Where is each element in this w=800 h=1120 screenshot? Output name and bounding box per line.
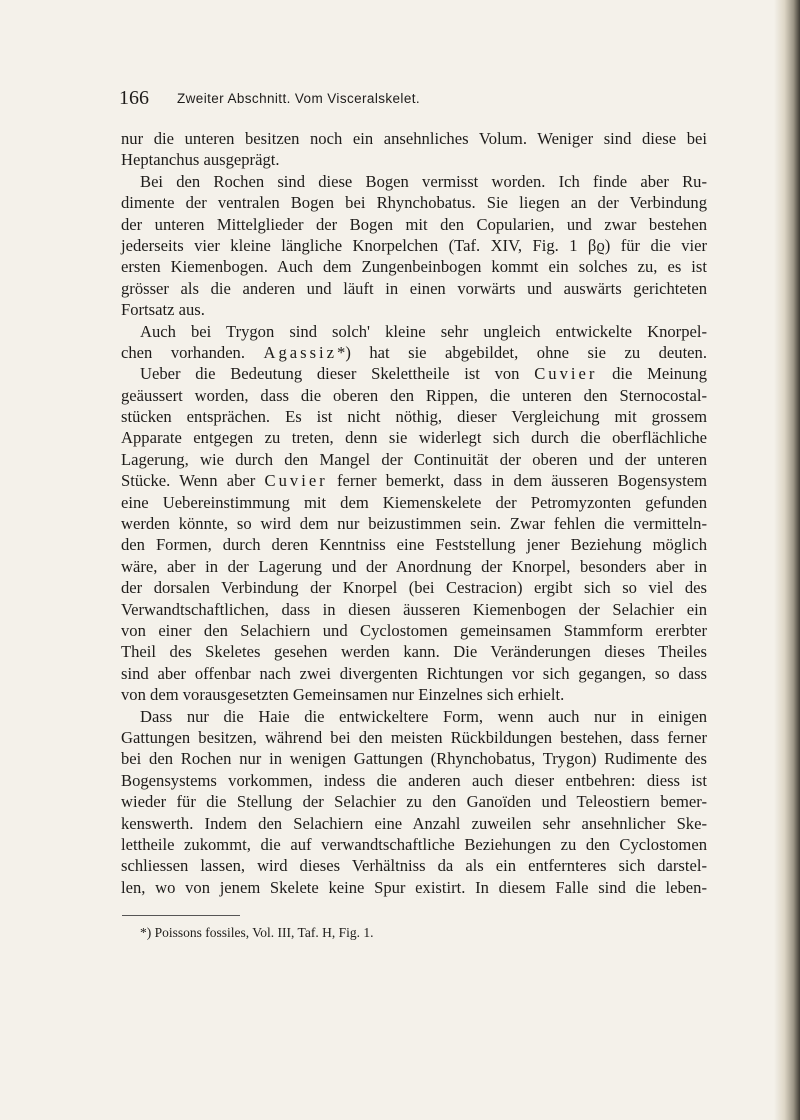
text-line: len, wo von jenem Skelete keine Spur existirt. In diesem Falle sind die leben- — [121, 877, 707, 897]
text-line: bei den Rochen nur in wenigen Gattungen (Rhynchobatus, Trygon) Rudimente des — [121, 749, 707, 769]
text-line: Bogensystems vorkommen, indess die anderen auch dieser entbehren: diess ist — [121, 770, 707, 790]
author-name: Agassiz — [263, 342, 338, 362]
text-line: geäussert worden, dass die oberen den Rippen, die unteren den Sternocostal- — [121, 385, 707, 405]
text-line: stücken entsprächen. Es ist nicht nöthig, dieser Vergleichung mit grossem — [121, 407, 707, 427]
text-line: dimente der ventralen Bogen bei Rhynchobatus. Sie liegen an der Verbindung — [121, 193, 707, 213]
text-line — [121, 363, 707, 384]
text-line: grösser als die anderen und läuft in einen vorwärts und auswärts gerichteten — [121, 278, 707, 298]
text-line: von dem vorausgesetzten Gemeinsamen nur Einzelnes sich erhielt. — [121, 685, 565, 705]
footnote-rule — [122, 915, 240, 916]
text-line: Verwandtschaftlichen, dass in diesen äusseren Kiemenbogen der Selachier ein — [121, 599, 707, 619]
text-line: Apparate entgegen zu treten, denn sie widerlegt sich durch die oberflächliche — [121, 428, 707, 448]
text-fragment: chen vorhanden. — [121, 342, 245, 362]
text-line: jederseits vier kleine längliche Knorpelchen (Taf. XIV, Fig. 1 βϱ) für die vier — [121, 235, 707, 255]
text-line: wäre, aber in der Lagerung und der Anordnung der Knorpel, besonders aber in — [121, 556, 707, 576]
text-fragment: Stücke. Wenn aber — [121, 471, 256, 491]
text-line: der dorsalen Verbindung der Knorpel (bei Cestracion) ergibt sich so viel des — [121, 578, 707, 598]
page-header — [119, 87, 709, 117]
page-number: 166 — [119, 87, 149, 109]
text-line: nur die unteren besitzen noch ein ansehnliches Volum. Weniger sind diese bei — [121, 129, 707, 148]
text-line: schliessen lassen, wird dieses Verhältniss da als ein entfernteres sich darstel- — [121, 856, 707, 876]
footnote: *) Poissons fossiles, Vol. III, Taf. H, Fig. 1. — [140, 925, 374, 940]
text-line — [121, 470, 707, 491]
text-line: wieder für die Stellung der Selachier zu den Ganoïden und Teleostiern bemer- — [121, 792, 707, 812]
text-line: der unteren Mittelglieder der Bogen mit den Copularien, und zwar bestehen — [121, 214, 707, 234]
text-line — [121, 342, 707, 363]
text-line: Dass nur die Haie die entwickeltere Form, wenn auch nur in einigen — [140, 706, 707, 726]
text-line: von einer den Selachiern und Cyclostomen gemeinsamen Stammform ererbter — [121, 620, 707, 640]
author-name: Cuvier — [534, 364, 598, 384]
text-line: Lagerung, wie durch den Mangel der Continuität der oberen und der unteren — [121, 449, 707, 469]
text-fragment: die Meinung — [612, 364, 707, 384]
running-title: Zweiter Abschnitt. Vom Visceralskelet. — [177, 91, 421, 106]
page-edge-shadow — [774, 0, 800, 1120]
author-name: Cuvier — [264, 471, 328, 491]
text-line: ersten Kiemenbogen. Auch dem Zungenbeinbogen kommt ein solches zu, es ist — [121, 257, 707, 277]
text-line: Fortsatz aus. — [121, 300, 205, 320]
text-line: werden könnte, so wird dem nur beizustimmen sein. Zwar fehlen die vermitteln- — [121, 514, 707, 534]
text-line: lettheile zukommt, die auf verwandtschaftliche Beziehungen zu den Cyclostomen — [121, 834, 707, 854]
text-fragment: Ueber die Bedeutung dieser Skelettheile ist von — [140, 364, 520, 384]
body-text — [121, 128, 707, 898]
text-line: Auch bei Trygon sind solch' kleine sehr ungleich entwickelte Knorpel- — [140, 321, 707, 341]
text-line: Gattungen besitzen, während bei den meisten Rückbildungen bestehen, dass ferner — [121, 727, 707, 747]
text-line: Theil des Skeletes gesehen werden kann. Die Veränderungen dieses Theiles — [121, 642, 707, 662]
text-line: eine Uebereinstimmung mit dem Kiemenskelete der Petromyzonten gefunden — [121, 492, 707, 512]
text-line: sind aber offenbar nach zwei divergenten Richtungen vor sich gegangen, so dass — [121, 663, 707, 683]
text-line: Heptanchus ausgeprägt. — [121, 150, 280, 170]
text-line: Bei den Rochen sind diese Bogen vermisst worden. Ich finde aber Ru- — [140, 171, 707, 191]
text-fragment: *) hat sie abgebildet, ohne sie zu deuten. — [337, 342, 707, 362]
text-line: kenswerth. Indem den Selachiern eine Anzahl zuweilen sehr ansehnlicher Ske- — [121, 813, 707, 833]
text-fragment: ferner bemerkt, dass in dem äusseren Bogensystem — [336, 471, 708, 491]
text-line: den Formen, durch deren Kenntniss eine Feststellung jener Beziehung möglich — [121, 535, 707, 555]
